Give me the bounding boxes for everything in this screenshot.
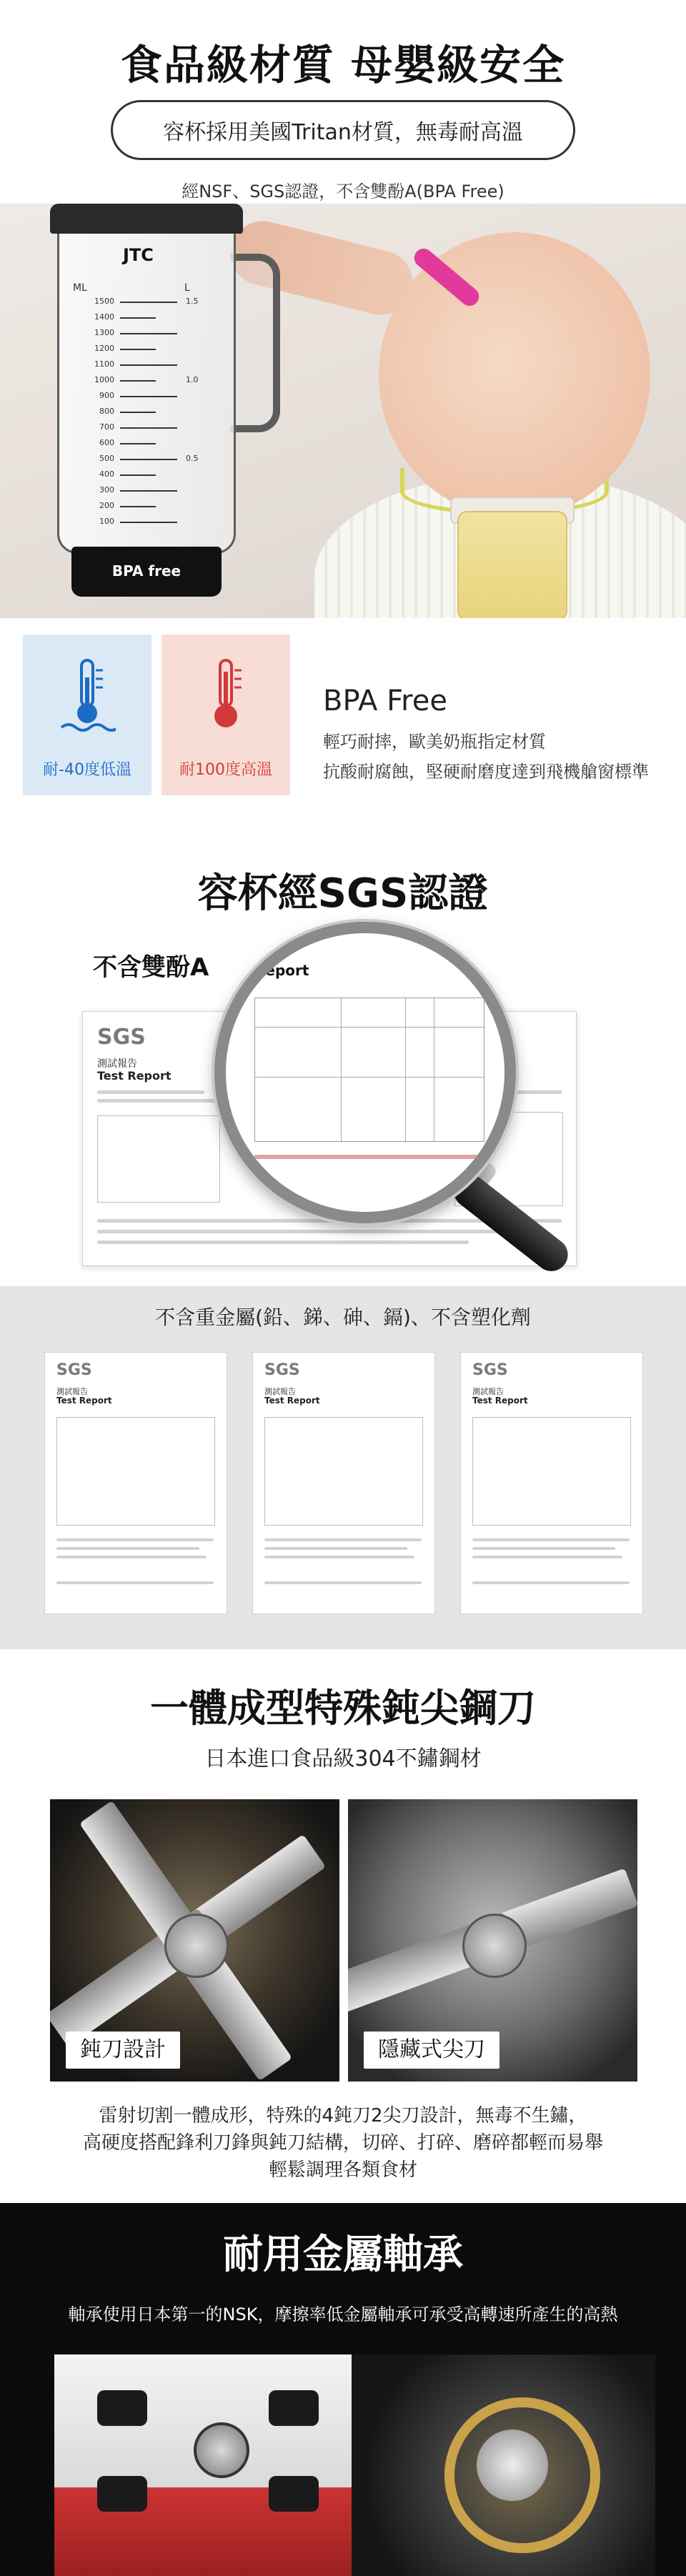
doc-table xyxy=(264,1417,423,1526)
baby-food-jar xyxy=(457,511,567,618)
tritan-pill: 容杯採用美國Tritan材質，無毒耐高溫 xyxy=(111,100,575,160)
ml-mark: 400 xyxy=(99,469,114,479)
scale-tick xyxy=(120,506,156,507)
bearing-inner-ring xyxy=(477,2430,548,2501)
lens-table xyxy=(254,998,484,1142)
lens-table-col-line xyxy=(341,998,342,1141)
bearing-section xyxy=(0,2203,686,2576)
scale-tick xyxy=(120,364,177,366)
ml-mark: 1100 xyxy=(94,359,114,369)
scale-tick xyxy=(120,317,156,319)
ml-mark: 200 xyxy=(99,501,114,510)
blunt-blade-tag: 鈍刀設計 xyxy=(66,2032,180,2069)
jug-unit-ml: ML xyxy=(73,282,87,294)
doc-text-line xyxy=(472,1538,630,1541)
bearing-subtitle: 軸承使用日本第一的NSK，摩擦率低金屬軸承可承受高轉速所產生的高熱 xyxy=(68,2304,618,2324)
doc-text-line xyxy=(264,1556,414,1558)
sgs-logo: SGS xyxy=(97,1025,146,1050)
heavy-metal-section xyxy=(0,1286,686,1649)
scale-tick xyxy=(120,459,177,460)
sgs-report-thumbnail xyxy=(460,1352,643,1614)
l-mark: 1.0 xyxy=(186,375,199,384)
lens-highlight-line xyxy=(254,1155,483,1159)
ml-mark: 300 xyxy=(99,485,114,494)
scale-tick xyxy=(120,490,177,492)
ml-mark: 800 xyxy=(99,407,114,416)
scale-tick xyxy=(120,474,156,476)
doc-text-line xyxy=(97,1090,204,1094)
baby-head xyxy=(379,232,650,518)
baby-feeding-photo xyxy=(0,204,686,618)
doc-text-line xyxy=(472,1556,622,1558)
scale-tick xyxy=(120,380,156,382)
scale-tick xyxy=(120,427,177,429)
scale-tick xyxy=(120,522,177,523)
sgs-subtitle: 不含雙酚A xyxy=(93,953,209,982)
ml-mark: 600 xyxy=(99,438,114,447)
doc-table xyxy=(472,1417,631,1526)
temperature-section xyxy=(0,622,686,829)
heavy-metal-title: 不含重金屬(鉛、銻、砷、鎘)、不含塑化劑 xyxy=(155,1306,531,1329)
thermometer-hot-icon xyxy=(197,656,254,735)
blade-hub xyxy=(164,1914,229,1978)
doc-text-line xyxy=(472,1547,615,1550)
report-title-cn: 測試報告 xyxy=(97,1058,137,1070)
ml-mark: 900 xyxy=(99,391,114,400)
blade-hub xyxy=(462,1914,527,1978)
scale-tick xyxy=(120,333,177,334)
material-section xyxy=(0,0,686,622)
report-title-cn: 測試報告 xyxy=(472,1387,504,1396)
blade-title: 一體成型特殊鈍尖鋼刀 xyxy=(150,1686,536,1731)
base-pad xyxy=(97,2390,147,2426)
cold-resistance-box xyxy=(23,635,151,795)
ml-mark: 1400 xyxy=(94,312,114,322)
doc-text-line xyxy=(97,1099,219,1103)
sgs-title: 容杯經SGS認證 xyxy=(197,870,489,917)
lens-table-row-line xyxy=(255,1027,484,1028)
lens-table-row-line xyxy=(255,1077,484,1078)
blunt-blade-photo xyxy=(50,1799,339,2082)
material-title: 食品級材質 母嬰級安全 xyxy=(120,41,566,89)
hot-label: 耐100度高溫 xyxy=(179,761,272,779)
l-mark: 0.5 xyxy=(186,454,199,463)
base-pad xyxy=(97,2476,147,2512)
bearing-closeup-photo xyxy=(352,2354,655,2576)
feature-line-1: 輕巧耐摔，歐美奶瓶指定材質 xyxy=(323,732,546,752)
scale-tick xyxy=(120,396,177,397)
scale-tick xyxy=(120,443,156,444)
doc-text-line xyxy=(264,1581,422,1584)
doc-table xyxy=(97,1115,220,1203)
blender-jug xyxy=(43,204,272,604)
lens-table-col-line xyxy=(405,998,406,1141)
doc-text-line xyxy=(56,1581,214,1584)
ml-mark: 1500 xyxy=(94,297,114,306)
doc-text-line xyxy=(56,1547,199,1550)
sgs-logo: SGS xyxy=(472,1361,508,1379)
lens-report-title: Report xyxy=(254,962,309,979)
doc-text-line xyxy=(264,1538,422,1541)
ml-mark: 500 xyxy=(99,454,114,463)
blade-subtitle: 日本進口食品級304不鏽鋼材 xyxy=(204,1746,482,1771)
jug-lid xyxy=(50,204,243,234)
hidden-sharp-blade-photo xyxy=(348,1799,637,2082)
l-mark: 1.5 xyxy=(186,297,199,306)
doc-text-line xyxy=(56,1556,207,1558)
sgs-logo: SGS xyxy=(56,1361,92,1379)
certification-caption: 經NSF、SGS認證，不含雙酚A(BPA Free) xyxy=(182,181,504,202)
doc-table xyxy=(56,1417,215,1526)
scale-tick xyxy=(120,349,156,350)
drive-coupler xyxy=(194,2422,249,2478)
doc-text-line xyxy=(97,1230,526,1233)
hidden-blade-tag: 隱藏式尖刀 xyxy=(364,2032,499,2069)
scale-tick xyxy=(120,412,156,413)
blade-description-line-3: 輕鬆調理各類食材 xyxy=(268,2159,417,2181)
magnifier-icon xyxy=(214,922,516,1223)
report-title-cn: 測試報告 xyxy=(264,1387,296,1396)
jug-handle xyxy=(230,254,280,432)
blade-description-line-2: 高硬度搭配鋒利刀鋒與鈍刀結構，切碎、打碎、磨碎都輕而易舉 xyxy=(82,2132,603,2154)
report-title-en: Test Report xyxy=(97,1069,172,1083)
report-title-cn: 測試報告 xyxy=(56,1387,88,1396)
doc-text-line xyxy=(264,1547,407,1550)
blade-section xyxy=(0,1649,686,2203)
report-title-en: Test Report xyxy=(472,1396,528,1406)
doc-text-line xyxy=(56,1538,214,1541)
bpa-free-label: BPA free xyxy=(111,562,182,580)
heat-resistance-box xyxy=(161,635,290,795)
feature-line-2: 抗酸耐腐蝕，堅硬耐磨度達到飛機艙窗標準 xyxy=(323,762,649,782)
jug-scale xyxy=(71,297,214,532)
thermometer-cold-icon xyxy=(59,656,116,735)
ml-mark: 1300 xyxy=(94,328,114,337)
ml-mark: 1200 xyxy=(94,344,114,353)
ml-mark: 100 xyxy=(99,517,114,526)
motor-base-photo xyxy=(54,2354,358,2576)
sgs-report-thumbnail xyxy=(252,1352,435,1614)
sgs-report-thumbnail xyxy=(44,1352,227,1614)
ml-mark: 700 xyxy=(99,422,114,432)
ml-mark: 1000 xyxy=(94,375,114,384)
jug-unit-l: L xyxy=(184,282,190,294)
bearing-title: 耐用金屬軸承 xyxy=(223,2232,463,2278)
scale-tick xyxy=(120,302,177,303)
base-pad xyxy=(269,2476,319,2512)
cold-label: 耐-40度低溫 xyxy=(43,761,131,779)
report-title-en: Test Report xyxy=(56,1396,112,1406)
sgs-logo: SGS xyxy=(264,1361,300,1379)
bpa-free-title: BPA Free xyxy=(323,685,447,717)
doc-text-line xyxy=(97,1240,469,1244)
sgs-section xyxy=(0,829,686,1286)
report-title-en: Test Report xyxy=(264,1396,320,1406)
blade-description-line-1: 雷射切割一體成形，特殊的4鈍刀2尖刀設計，無毒不生鏽， xyxy=(99,2105,587,2127)
jug-brand: JTC xyxy=(123,245,154,265)
doc-text-line xyxy=(472,1581,630,1584)
base-pad xyxy=(269,2390,319,2426)
